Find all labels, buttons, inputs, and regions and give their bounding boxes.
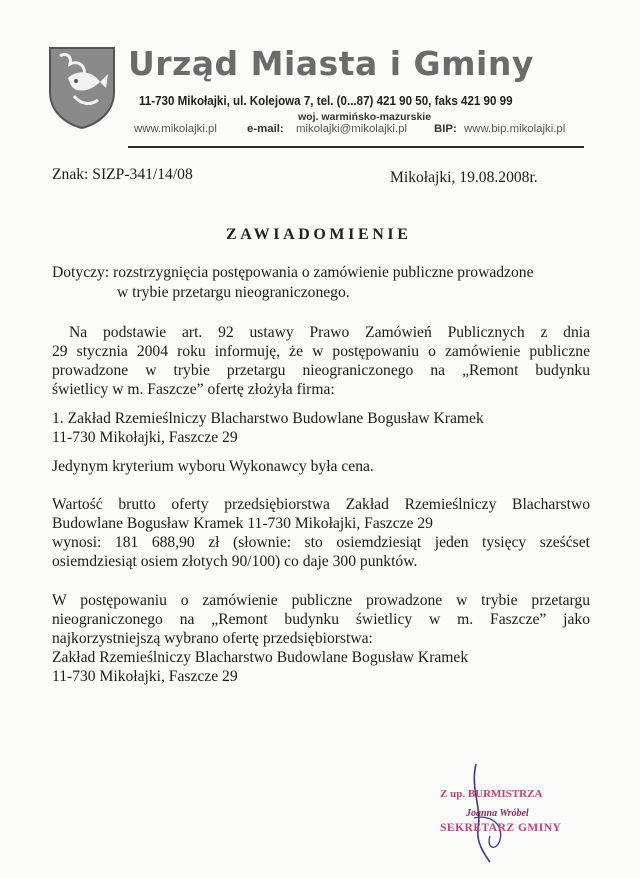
offer-line: 1. Zakład Rzemieślniczy Blacharstwo Budowlane Bogusław Kramek <box>52 410 484 427</box>
office-name: Urząd Miasta i Gminy <box>128 44 534 83</box>
para2-line: Wartość brutto oferty przedsiębiorstwa Zakład Rzemieślniczy Blacharstwo <box>52 496 590 513</box>
letterhead-divider <box>128 146 584 148</box>
para1-line: świetlicy w m. Faszcze” ofertę złożyła firma: <box>52 381 335 398</box>
para3-line: nieograniczonego na „Remont budynku świetlicy w m. Faszcze” jako <box>52 611 590 628</box>
subject-line-1: Dotyczy: rozstrzygnięcia postępowania o zamówienie publiczne prowadzone <box>52 264 534 281</box>
bip-link[interactable]: www.bip.mikolajki.pl <box>464 123 566 135</box>
reference-number: Znak: SIZP-341/14/08 <box>52 166 193 183</box>
email-label: e-mail: <box>247 123 284 135</box>
para1-line: Na podstawie art. 92 ustawy Prawo Zamówień Publicznych z dnia <box>69 324 590 341</box>
para2-line: Budowlane Bogusław Kramek 11-730 Mikołajki, Faszcze 29 <box>52 515 433 532</box>
para2-line: wynosi: 181 688,90 zł (słownie: sto osiemdziesiąt jeden tysięcy sześćset <box>52 534 590 551</box>
criterion-line: Jedynym kryterium wyboru Wykonawcy była cena. <box>52 458 374 475</box>
document-heading: ZAWIADOMIENIE <box>226 226 412 243</box>
para2-line: osiemdziesiąt osiem złotych 90/100) co daje 300 punktów. <box>52 553 418 570</box>
para1-line: prowadzone w trybie przetargu nieograniczonego na „Remont budynku <box>52 362 590 379</box>
website-link[interactable]: www.mikolajki.pl <box>134 123 217 135</box>
bip-label: BIP: <box>434 123 457 135</box>
stamp-title: Z up. BURMISTRZA <box>440 788 543 800</box>
para3-line: najkorzystniejszą wybrano ofertę przedsiębiorstwa: <box>52 630 373 647</box>
fish-crest-icon <box>46 44 118 130</box>
office-region: woj. warmińsko-mazurskie <box>298 111 432 123</box>
stamp-name: Joanna Wróbel <box>466 808 529 819</box>
para1-line: 29 stycznia 2004 roku informuję, że w postępowaniu o zamówienie publiczne <box>52 343 590 360</box>
offer-line: 11-730 Mikołajki, Faszcze 29 <box>52 429 238 446</box>
para3-line: 11-730 Mikołajki, Faszcze 29 <box>52 668 238 685</box>
stamp-position: SEKRETARZ GMINY <box>440 822 562 834</box>
office-address: 11-730 Mikołajki, ul. Kolejowa 7, tel. (0...87) 421 90 50, faks 421 90 99 <box>139 94 513 108</box>
para3-line: Zakład Rzemieślniczy Blacharstwo Budowlane Bogusław Kramek <box>52 649 469 666</box>
subject-line-2: w trybie przetargu nieograniczonego. <box>117 284 350 301</box>
para3-line: W postępowaniu o zamówienie publiczne prowadzone w trybie przetargu <box>52 592 590 609</box>
email-link[interactable]: mikolajki@mikolajki.pl <box>296 123 407 135</box>
place-date: Mikołajki, 19.08.2008r. <box>390 169 538 186</box>
